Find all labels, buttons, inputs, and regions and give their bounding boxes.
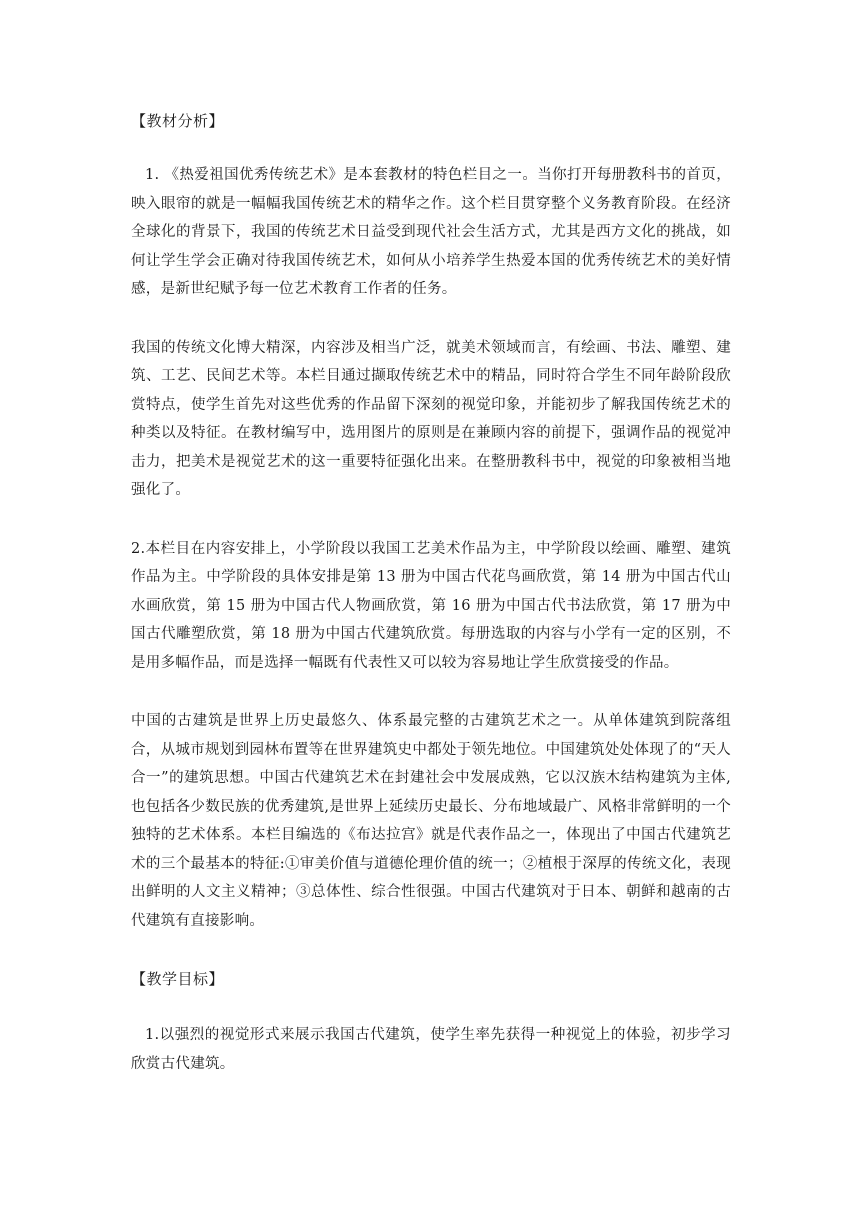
paragraph-2: 我国的传统文化博大精深，内容涉及相当广泛，就美术领域而言，有绘画、书法、雕塑、建筑、工艺、民间艺术等。本栏目通过撷取传统艺术中的精品，同时符合学生不同年龄阶段欣赏特点，使学生首先对这些优秀的作品留下深刻的视觉印象，并能初步了解我国传统艺术的种类以及特征。在教材编写中，选用图片的原则是在兼顾内容的前提下，强调作品的视觉冲击力，把美术是视觉艺术的这一重要特征强化出来。在整册教科书中，视觉的印象被相当地强化了。: [131, 339, 731, 498]
paragraph-3: 2.本栏目在内容安排上，小学阶段以我国工艺美术作品为主，中学阶段以绘画、雕塑、建筑作品为主。中学阶段的具体安排是第 13 册为中国古代花鸟画欣赏，第 14 册为中国古代山水画欣赏，第 15 册为中国古代人物画欣赏，第 16 册为中国古代书法欣赏，第 17 册为中国古代雕塑欣赏，第 18 册为中国古代建筑欣赏。每册选取的内容与小学有一定的区别，不是用多幅作品，而是选择一幅既有代表性又可以较为容易地让学生欣赏接受的作品。: [131, 540, 731, 671]
section-heading-goals: 【教学目标】: [131, 970, 225, 988]
paragraph-4: 中国的古建筑是世界上历史最悠久、体系最完整的古建筑艺术之一。从单体建筑到院落组合，从城市规划到园林布置等在世界建筑史中都处于领先地位。中国建筑处处体现了的“天人合一”的建筑思想。中国古代建筑艺术在封建社会中发展成熟，它以汉族木结构建筑为主体,也包括各少数民族的优秀建筑,是世界上延续历史最长、分布地域最广、风格非常鲜明的一个独特的艺术体系。本栏目编选的《布达拉宫》就是代表作品之一，体现出了中国古代建筑艺术的三个最基本的特征:①审美价值与道德伦理价值的统一；②植根于深厚的传统文化，表现出鲜明的人文主义精神；③总体性、综合性很强。中国古代建筑对于日本、朝鲜和越南的古代建筑有直接影响。: [131, 713, 731, 929]
document-page: [131, 107, 731, 1078]
section-heading-analysis: 【教材分析】: [131, 112, 225, 130]
goal-paragraph-1: 1.以强烈的视觉形式来展示我国古代建筑，使学生率先获得一种视觉上的体验，初步学习欣赏古代建筑。: [131, 1027, 731, 1072]
paragraph-1: 1. 《热爱祖国优秀传统艺术》是本套教材的特色栏目之一。当你打开每册教科书的首页，映入眼帘的就是一幅幅我国传统艺术的精华之作。这个栏目贯穿整个义务教育阶段。在经济全球化的背景下，我国的传统艺术日益受到现代社会生活方式，尤其是西方文化的挑战，如何让学生学会正确对待我国传统艺术，如何从小培养学生热爱本国的优秀传统艺术的美好情感，是新世纪赋予每一位艺术教育工作者的任务。: [131, 167, 731, 297]
